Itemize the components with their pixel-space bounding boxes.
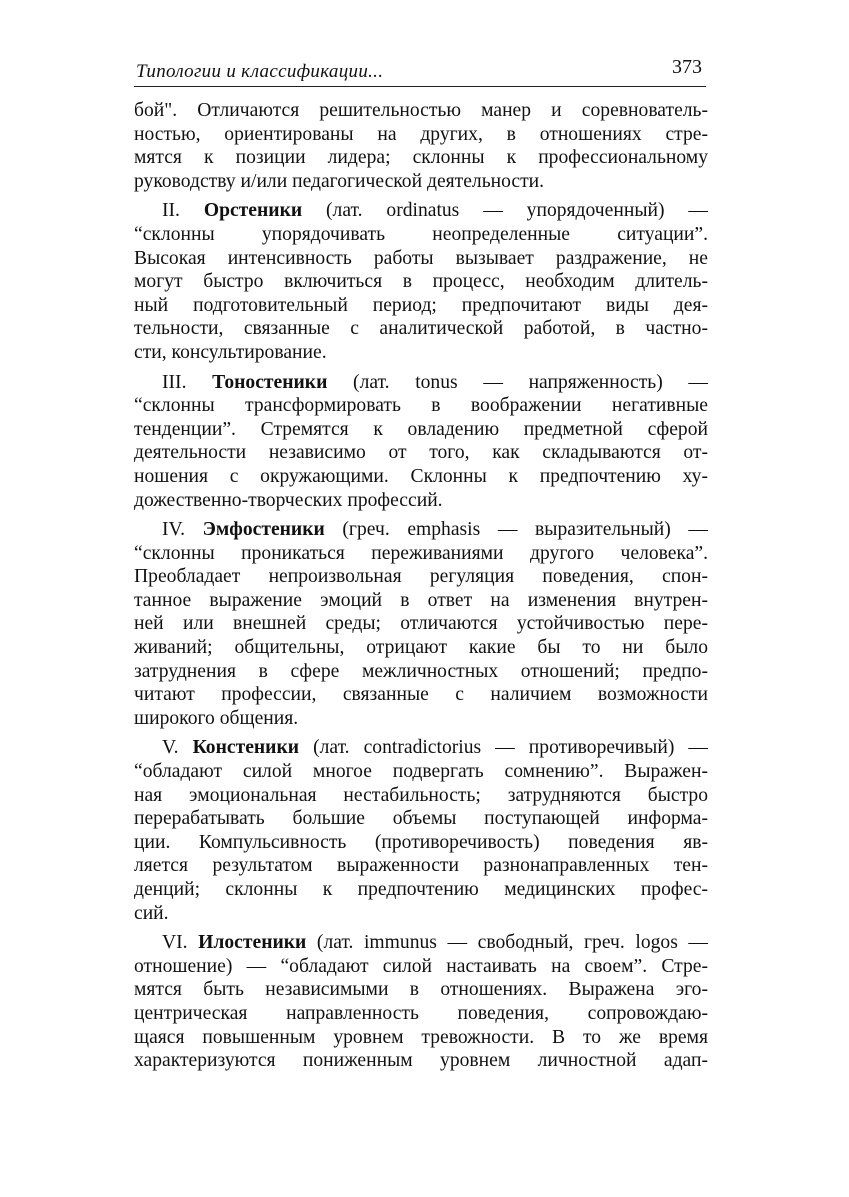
text-line bbox=[134, 807, 708, 831]
text-line bbox=[134, 1002, 708, 1026]
text-line bbox=[134, 1026, 708, 1050]
paragraph bbox=[134, 371, 708, 513]
section-numeral: V. bbox=[162, 737, 193, 759]
text-line bbox=[134, 542, 708, 566]
text-line bbox=[134, 978, 708, 1002]
paragraph bbox=[134, 199, 708, 364]
line-text: танное выражение эмоций в ответ на изменения внутрен- bbox=[134, 589, 708, 611]
running-head-title: Типологии и классификации... bbox=[136, 61, 384, 82]
line-text: широкого общения. bbox=[134, 707, 299, 729]
line-text: тенденции”. Стремятся к овладению предметной сферой bbox=[134, 418, 708, 440]
text-line bbox=[134, 854, 708, 878]
text-line bbox=[134, 736, 708, 760]
text-line bbox=[134, 636, 708, 660]
text-line bbox=[134, 223, 708, 247]
text-line bbox=[134, 518, 708, 542]
paragraph bbox=[134, 736, 708, 925]
text-line bbox=[134, 465, 708, 489]
text-line bbox=[134, 317, 708, 341]
line-text: могут быстро включиться в процесс, необходим длитель- bbox=[134, 271, 708, 293]
text-line bbox=[134, 589, 708, 613]
text-line bbox=[134, 394, 708, 418]
text-line bbox=[134, 707, 708, 731]
line-text: перерабатывать большие объемы поступающей информа- bbox=[134, 808, 708, 830]
line-text: Преобладает непроизвольная регуляция поведения, спон- bbox=[134, 566, 708, 588]
section-numeral: II. bbox=[162, 200, 204, 222]
line-text: тельности, связанные с аналитической работой, в частно- bbox=[134, 318, 708, 340]
line-text: руководству и/или педагогической деятельности. bbox=[134, 170, 545, 192]
line-text: “склонны трансформировать в воображении негативные bbox=[134, 395, 708, 417]
text-line bbox=[134, 902, 708, 926]
text-line bbox=[134, 199, 708, 223]
text-line bbox=[134, 489, 708, 513]
text-line bbox=[134, 371, 708, 395]
line-text: сий. bbox=[134, 902, 169, 924]
text-line bbox=[134, 878, 708, 902]
line-text: (лат. contradictorius — противоречивый) — bbox=[299, 737, 708, 759]
line-text: ции. Компульсивность (противоречивость) поведения яв- bbox=[134, 831, 708, 853]
line-text: мятся быть независимыми в отношениях. Выражена эго- bbox=[134, 979, 708, 1001]
text-line bbox=[134, 270, 708, 294]
text-line bbox=[134, 441, 708, 465]
section-numeral: IV. bbox=[162, 519, 203, 541]
type-term: Орстеники bbox=[203, 200, 303, 222]
text-line bbox=[134, 931, 708, 955]
type-term: Эмфостеники bbox=[202, 519, 325, 541]
paragraph bbox=[134, 518, 708, 730]
line-text: ностью, ориентированы на других, в отношениях стре- bbox=[134, 123, 708, 145]
type-term: Илостеники bbox=[198, 932, 307, 954]
text-line bbox=[134, 565, 708, 589]
line-text: ношения с окружающими. Склонны к предпочтению ху- bbox=[134, 465, 708, 487]
paragraph bbox=[134, 99, 708, 193]
text-line bbox=[134, 612, 708, 636]
line-text: живаний; общительны, отрицают какие бы то ни было bbox=[134, 637, 708, 659]
line-text: (лат. ordinatus — упорядоченный) — bbox=[302, 200, 708, 222]
line-text: отношение) — “обладают силой настаивать на своем”. Стре- bbox=[134, 955, 708, 977]
running-header bbox=[134, 52, 706, 87]
text-line bbox=[134, 831, 708, 855]
line-text: сти, консультирование. bbox=[134, 341, 327, 363]
text-line bbox=[134, 760, 708, 784]
line-text: центрическая направленность поведения, сопровождаю- bbox=[134, 1002, 708, 1024]
text-line bbox=[134, 660, 708, 684]
text-line bbox=[134, 955, 708, 979]
body-text bbox=[134, 99, 708, 1073]
line-text: “склонны проникаться переживаниями другого человека”. bbox=[134, 542, 708, 564]
line-text: дожественно-творческих профессий. bbox=[134, 489, 443, 511]
line-text: характеризуются пониженным уровнем личностной адап- bbox=[134, 1050, 708, 1072]
text-line bbox=[134, 341, 708, 365]
text-line bbox=[134, 247, 708, 271]
line-text: читают профессии, связанные с наличием возможности bbox=[134, 684, 708, 706]
line-text: (греч. emphasis — выразительный) — bbox=[324, 519, 708, 541]
text-line bbox=[134, 294, 708, 318]
line-text: (лат. immunus — свободный, греч. logos — bbox=[306, 932, 708, 954]
section-numeral: III. bbox=[162, 371, 213, 393]
line-text: Высокая интенсивность работы вызывает раздражение, не bbox=[134, 247, 708, 269]
paragraph bbox=[134, 931, 708, 1073]
line-text: ляется результатом выраженности разнонаправленных тен- bbox=[134, 855, 708, 877]
line-text: денций; склонны к предпочтению медицинских профес- bbox=[134, 879, 708, 900]
line-text: ная эмоциональная нестабильность; затрудняются быстро bbox=[134, 784, 708, 806]
type-term: Тоностеники bbox=[212, 371, 328, 393]
text-line bbox=[134, 146, 708, 170]
section-numeral: VI. bbox=[162, 932, 199, 954]
line-text: “обладают силой многое подвергать сомнению”. Выражен- bbox=[134, 761, 708, 783]
text-line bbox=[134, 123, 708, 147]
text-line bbox=[134, 170, 708, 194]
line-text: мятся к позиции лидера; склонны к профессиональному bbox=[134, 147, 708, 169]
text-line bbox=[134, 1049, 708, 1073]
line-text: деятельности независимо от того, как складываются от- bbox=[134, 442, 708, 464]
line-text: “склонны упорядочивать неопределенные ситуации”. bbox=[134, 223, 708, 245]
line-text: ней или внешней среды; отличаются устойчивостью пере- bbox=[134, 613, 708, 635]
line-text: (лат. tonus — напряженность) — bbox=[327, 371, 708, 393]
page-number: 373 bbox=[672, 56, 702, 78]
line-text: ный подготовительный период; предпочитают виды дея- bbox=[134, 294, 708, 316]
line-text: щаяся повышенным уровнем тревожности. В то же время bbox=[134, 1026, 708, 1048]
text-line bbox=[134, 784, 708, 808]
text-line bbox=[134, 418, 708, 442]
text-line bbox=[134, 683, 708, 707]
line-text: затруднения в сфере межличностных отношений; предпо- bbox=[134, 660, 708, 682]
text-line bbox=[134, 99, 708, 123]
line-text: бой". Отличаются решительностью манер и соревнователь- bbox=[134, 100, 708, 121]
type-term: Констеники bbox=[192, 737, 300, 759]
